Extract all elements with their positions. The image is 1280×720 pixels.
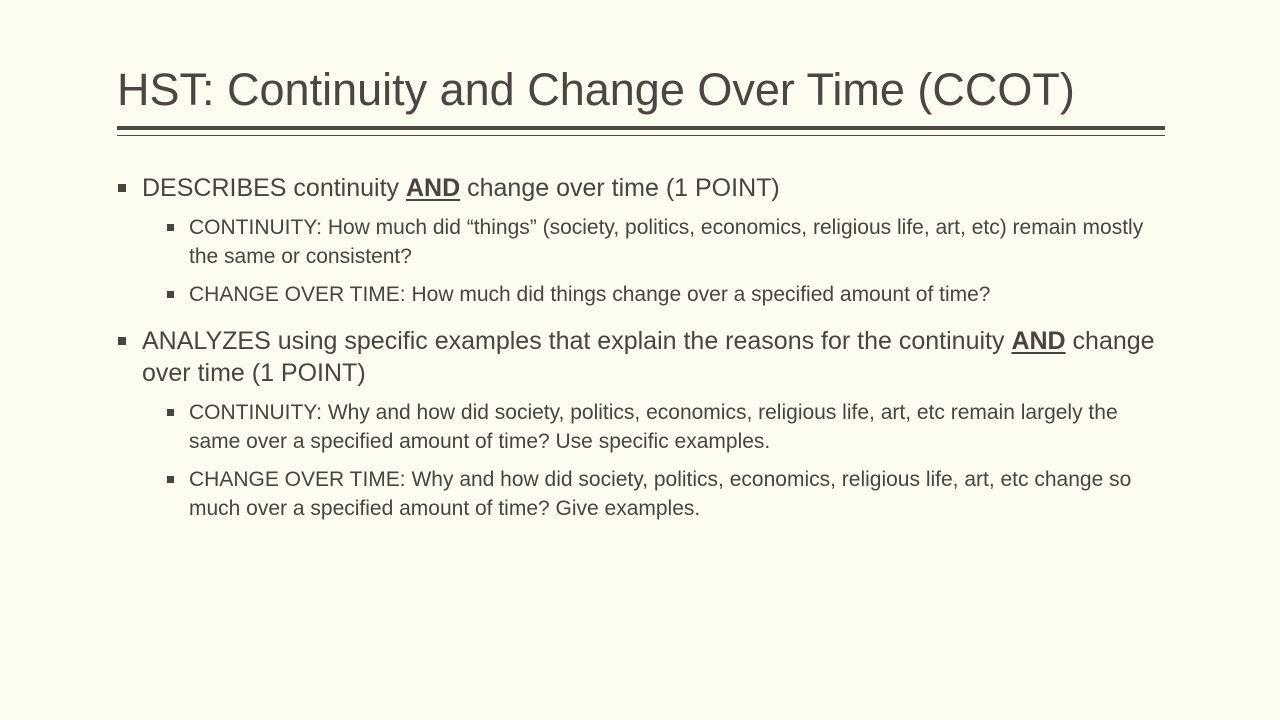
bullet-text-emphasis: AND (406, 174, 461, 202)
sub-bullet-text: CHANGE OVER TIME: Why and how did society, politics, economics, religious life, art, etc change so much over a specified amount of time? Give examples. (189, 468, 1132, 520)
sub-bullet-text: CONTINUITY: Why and how did society, politics, economics, religious life, art, etc remain largely the same over a specified amount of time? Use specific examples. (189, 401, 1118, 453)
bullet-text-pre: DESCRIBES continuity (142, 174, 406, 202)
bullet-text-post: change over time (1 POINT) (460, 174, 780, 202)
sub-bullet-continuity-analysis (117, 398, 1167, 456)
title-divider-thin (117, 135, 1165, 136)
sub-bullet-continuity (117, 213, 1167, 271)
bullet-text-pre: ANALYZES using specific examples that explain the reasons for the continuity (142, 327, 1012, 355)
square-bullet-icon (118, 337, 126, 345)
slide-body (117, 172, 1167, 523)
bullet-analyzes (117, 325, 1167, 389)
square-bullet-icon (167, 476, 174, 483)
bullet-text-emphasis: AND (1011, 327, 1066, 355)
slide-title: HST: Continuity and Change Over Time (CCOT) (117, 64, 1075, 115)
bullet-text-post: change over time (1 POINT) (142, 327, 1155, 387)
bullet-describes (117, 172, 1167, 204)
title-divider-thick (117, 126, 1165, 130)
square-bullet-icon (167, 224, 174, 231)
square-bullet-icon (167, 291, 174, 298)
sub-bullet-text: CHANGE OVER TIME: How much did things change over a specified amount of time? (189, 283, 991, 306)
square-bullet-icon (118, 184, 126, 192)
square-bullet-icon (167, 409, 174, 416)
sub-bullet-text: CONTINUITY: How much did “things” (society, politics, economics, religious life, art, etc) remain mostly the same or consistent? (189, 216, 1144, 268)
sub-bullet-change-analysis (117, 465, 1167, 523)
sub-bullet-change (117, 280, 1167, 309)
